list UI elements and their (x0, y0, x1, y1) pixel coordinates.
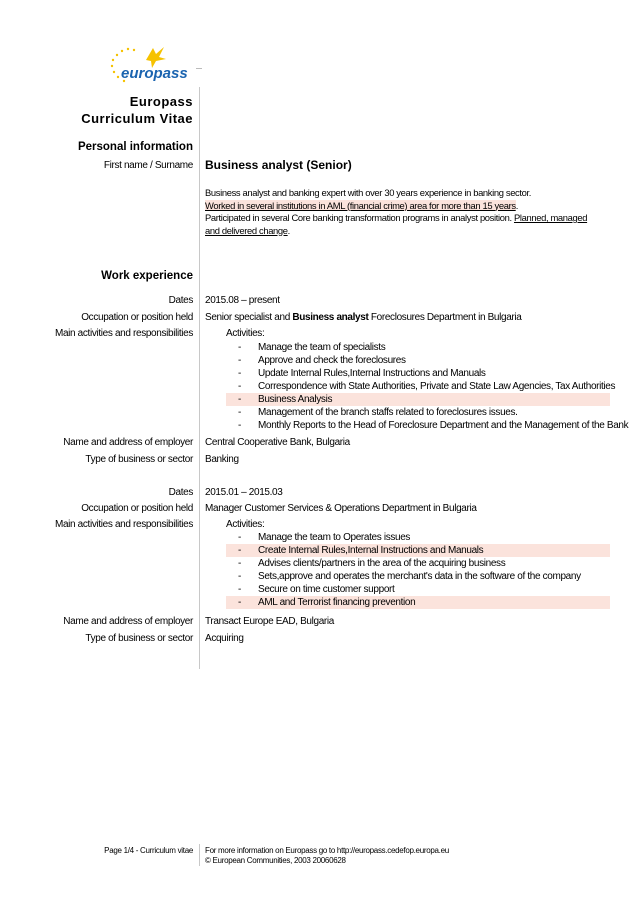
summary-line-3a: Participated in several Core banking transformation programs in analyst position. (205, 212, 514, 223)
job1-employer-label: Name and address of employer (63, 437, 193, 448)
europass-logo-graphic (108, 44, 203, 86)
activity-text: Advises clients/partners in the area of the acquiring business (258, 558, 506, 569)
cv-title-curriculum: Curriculum Vitae (81, 111, 193, 126)
job1-activities-title: Activities: (226, 328, 265, 339)
job1-activities-label: Main activities and responsibilities (54, 328, 193, 339)
job2-activity: - Secure on time customer support (238, 584, 395, 595)
job1-occupation-bold: Business analyst (292, 312, 369, 323)
name-value: Business analyst (Senior) (205, 158, 352, 172)
job2-activity-highlighted: - AML and Terrorist financing prevention (226, 596, 610, 609)
job1-occupation-post: Foreclosures Department in Bulgaria (368, 312, 522, 323)
cv-title-europass: Europass (129, 94, 193, 109)
summary-delivered-change: and delivered change (205, 224, 288, 236)
activity-text: Approve and check the foreclosures (258, 355, 406, 366)
job2-business: Acquiring (205, 633, 244, 644)
job1-activity: - Approve and check the foreclosures (238, 355, 406, 366)
job2-activities-label: Main activities and responsibilities (54, 519, 193, 530)
job2-occupation-label: Occupation or position held (81, 503, 193, 514)
summary-line-2 (205, 200, 615, 213)
activity-text: Create Internal Rules,Internal Instructions and Manuals (258, 545, 484, 556)
job2-activity-highlighted: - Create Internal Rules,Internal Instructions and Manuals (226, 544, 610, 557)
personal-summary (205, 187, 615, 237)
summary-line-4 (205, 225, 615, 238)
job1-activity: - Correspondence with State Authorities, Private and State Law Agencies, Tax Authorities (238, 381, 616, 392)
job1-business: Banking (205, 454, 239, 465)
job2-dates: 2015.01 – 2015.03 (205, 487, 283, 498)
logo-text: europass (121, 65, 188, 82)
logo-rule (196, 68, 202, 69)
column-divider (199, 87, 200, 669)
summary-line-2-end: . (515, 199, 518, 211)
job1-activity: - Management of the branch staffs related to foreclosures issues. (238, 407, 518, 418)
summary-line-4-end: . (287, 224, 290, 236)
job1-occupation-pre: Senior specialist and (205, 312, 293, 323)
job1-dates: 2015.08 – present (205, 295, 280, 306)
job2-occupation: Manager Customer Services & Operations Department in Bulgaria (205, 503, 477, 514)
footer-copyright: © European Communities, 2003 20060628 (205, 856, 346, 865)
section-personal-information: Personal information (77, 141, 193, 153)
job1-occupation-label: Occupation or position held (81, 312, 193, 323)
job2-activities-title: Activities: (226, 519, 265, 530)
job1-employer: Central Cooperative Bank, Bulgaria (205, 437, 350, 448)
job1-activity: - Manage the team of specialists (238, 342, 386, 353)
job2-business-label: Type of business or sector (85, 633, 193, 644)
footer-info-link: For more information on Europass go to http://europass.cedefop.europa.eu (205, 846, 449, 855)
job1-business-label: Type of business or sector (85, 454, 193, 465)
footer-info (205, 846, 449, 866)
summary-line-3 (205, 212, 615, 225)
summary-aml-highlight: Worked in several institutions in AML (financial crime) area for more than 15 years (205, 199, 516, 211)
job2-activity: - Sets,approve and operates the merchant's data in the software of the company (238, 571, 581, 582)
job1-occupation (205, 311, 615, 324)
activity-text: Manage the team to Operates issues (258, 532, 411, 543)
name-label: First name / Surname (103, 160, 193, 171)
activity-text: Business Analysis (258, 394, 333, 405)
summary-planned-managed: Planned, managed (513, 212, 588, 223)
activity-text: Secure on time customer support (258, 584, 395, 595)
job2-activity: - Manage the team to Operates issues (238, 532, 411, 543)
job2-employer: Transact Europe EAD, Bulgaria (205, 616, 334, 627)
footer-page-label: Page 1/4 - Curriculum vitae (104, 846, 193, 855)
activity-text: Update Internal Rules,Internal Instructions and Manuals (258, 368, 486, 379)
activity-text: Manage the team of specialists (258, 342, 386, 353)
job1-activity: - Monthly Reports to the Head of Foreclosure Department and the Management of the Bank (238, 420, 629, 431)
job2-activity: - Advises clients/partners in the area of the acquiring business (238, 558, 506, 569)
job1-activity-highlighted: - Business Analysis (226, 393, 610, 406)
europass-logo (108, 44, 203, 86)
activity-text: AML and Terrorist financing prevention (258, 597, 416, 608)
footer-divider (199, 844, 200, 866)
job1-dates-label: Dates (168, 295, 193, 306)
activity-text: Sets,approve and operates the merchant's data in the software of the company (258, 571, 581, 582)
activity-text: Management of the branch staffs related to foreclosures issues. (258, 407, 518, 418)
activity-text: Monthly Reports to the Head of Foreclosure Department and the Management of the Bank (258, 420, 629, 431)
job1-activity: - Update Internal Rules,Internal Instructions and Manuals (238, 368, 486, 379)
section-work-experience: Work experience (101, 270, 193, 282)
job2-dates-label: Dates (168, 487, 193, 498)
job2-employer-label: Name and address of employer (63, 616, 193, 627)
activity-text: Correspondence with State Authorities, Private and State Law Agencies, Tax Authorities (258, 381, 616, 392)
summary-line-1: Business analyst and banking expert with over 30 years experience in banking sector. (205, 187, 532, 198)
